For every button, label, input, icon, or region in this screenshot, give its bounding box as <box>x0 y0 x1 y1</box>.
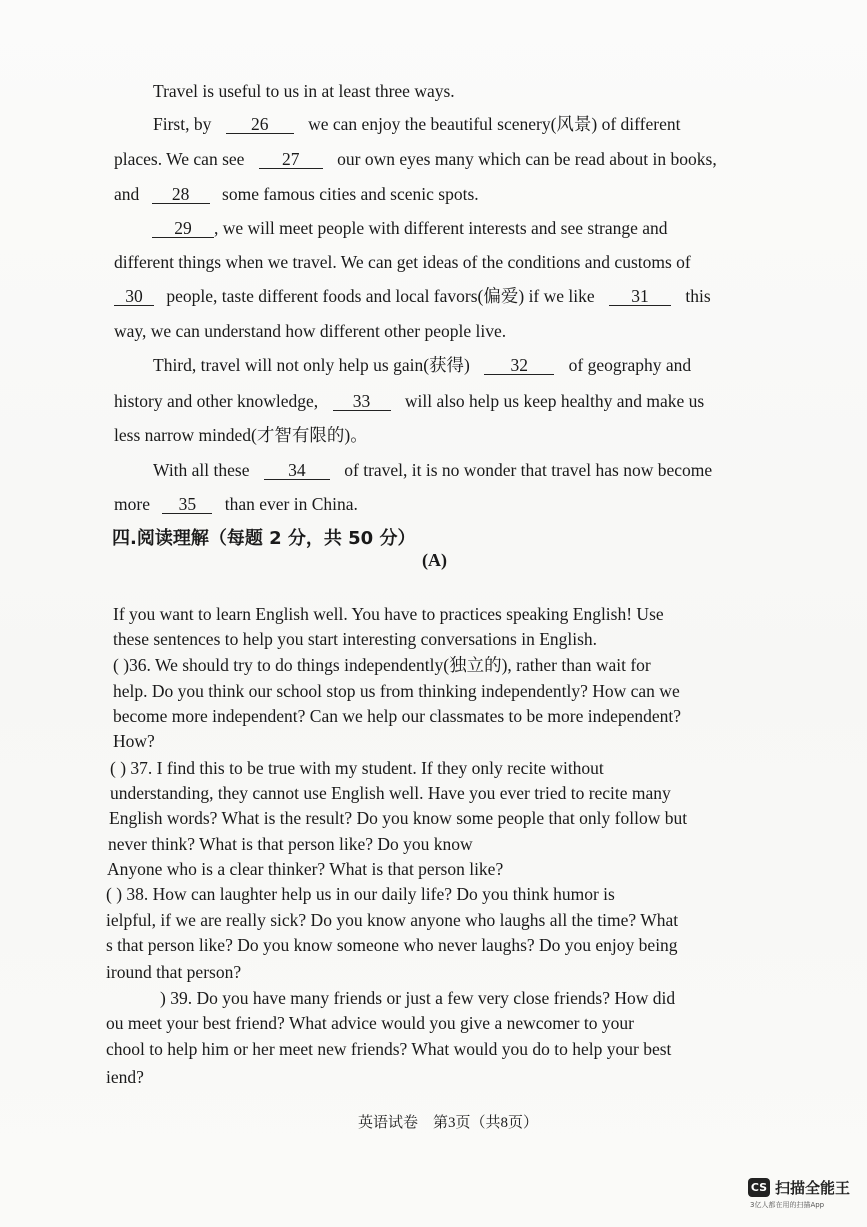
reading-line: s that person like? Do you know someone who never laughs? Do you enjoy being <box>106 935 678 955</box>
reading-line: ielpful, if we are really sick? Do you know anyone who laughs all the time? What <box>106 910 679 930</box>
text: Third, travel will not only help us gain(获得) <box>153 355 470 375</box>
reading-line: iround that person? <box>106 962 242 982</box>
cloze-p2-line2: different things when we travel. We can get ideas of the conditions and customs of <box>114 252 691 272</box>
text: more <box>114 494 150 514</box>
text: of travel, it is no wonder that travel has now become <box>344 460 713 480</box>
cloze-p2-line4: way, we can understand how different other people live. <box>114 321 507 341</box>
blank-28[interactable]: 28 <box>152 185 210 204</box>
cloze-p3-line3: less narrow minded(才智有限的)。 <box>114 425 368 445</box>
cloze-p1-line1 <box>153 113 680 135</box>
blank-31[interactable]: 31 <box>609 287 671 306</box>
cloze-p2-line1 <box>152 217 668 239</box>
cloze-p4-line2 <box>114 493 358 515</box>
page-footer: 英语试卷 第3页（共8页） <box>358 1115 539 1131</box>
text: of geography and <box>568 355 692 375</box>
scanner-watermark <box>745 1175 861 1215</box>
scanner-tagline: 3亿人都在用的扫描App <box>750 1201 825 1209</box>
reading-line: ( ) 38. How can laughter help us in our daily life? Do you think humor is <box>106 884 615 904</box>
text: we can enjoy the beautiful scenery(风景) of different <box>308 114 681 134</box>
cloze-p1-line2 <box>114 148 717 170</box>
blank-35[interactable]: 35 <box>162 495 212 514</box>
text: some famous cities and scenic spots. <box>222 184 479 204</box>
blank-27[interactable]: 27 <box>259 150 323 169</box>
text: this <box>685 286 711 306</box>
cloze-p2-line3 <box>114 285 711 307</box>
text: than ever in China. <box>224 494 358 514</box>
blank-34[interactable]: 34 <box>264 461 330 480</box>
reading-line: ( )36. We should try to do things independently(独立的), rather than wait for <box>113 655 651 675</box>
passage-label: (A) <box>422 550 447 570</box>
text: First, by <box>153 114 212 134</box>
reading-line: understanding, they cannot use English well. Have you ever tried to recite many <box>110 783 671 803</box>
cloze-p3-line1 <box>153 354 691 376</box>
text: and <box>114 184 140 204</box>
cloze-p1-line3 <box>114 183 479 205</box>
reading-line: help. Do you think our school stop us from thinking independently? How can we <box>113 681 680 701</box>
text: people, taste different foods and local favors(偏爱) if we like <box>166 286 595 306</box>
scanner-name: 扫描全能王 <box>775 1179 851 1197</box>
blank-29[interactable]: 29 <box>152 219 214 238</box>
blank-32[interactable]: 32 <box>484 356 554 375</box>
reading-line: become more independent? Can we help our classmates to be more independent? <box>113 706 682 726</box>
cloze-intro: Travel is useful to us in at least three ways. <box>153 81 455 101</box>
reading-line: ) 39. Do you have many friends or just a few very close friends? How did <box>160 988 676 1008</box>
reading-line: never think? What is that person like? Do you know <box>108 834 473 854</box>
camscanner-logo-icon: CS <box>748 1178 770 1197</box>
blank-30[interactable]: 30 <box>114 287 154 306</box>
text: With all these <box>153 460 250 480</box>
text: history and other knowledge, <box>114 391 319 411</box>
reading-line: Anyone who is a clear thinker? What is that person like? <box>107 859 504 879</box>
reading-line: chool to help him or her meet new friends? What would you do to help your best <box>106 1039 672 1059</box>
reading-line: iend? <box>106 1067 144 1087</box>
text: will also help us keep healthy and make us <box>404 391 705 411</box>
blank-33[interactable]: 33 <box>333 392 391 411</box>
cloze-p3-line2 <box>114 390 704 412</box>
cloze-p4-line1 <box>153 459 712 481</box>
reading-line: How? <box>113 731 155 751</box>
text: our own eyes many which can be read about in books, <box>337 149 717 169</box>
blank-26[interactable]: 26 <box>226 115 294 134</box>
section-title: 四.阅读理解（每题 2 分，共 50 分） <box>112 528 416 549</box>
text: , we will meet people with different interests and see strange and <box>214 218 668 238</box>
reading-line: If you want to learn English well. You have to practices speaking English! Use <box>113 604 664 624</box>
reading-line: ( ) 37. I find this to be true with my student. If they only recite without <box>110 758 604 778</box>
reading-line: ou meet your best friend? What advice would you give a newcomer to your <box>106 1013 634 1033</box>
reading-line: English words? What is the result? Do you know some people that only follow but <box>109 808 688 828</box>
text: places. We can see <box>114 149 245 169</box>
reading-line: these sentences to help you start interesting conversations in English. <box>113 629 598 649</box>
